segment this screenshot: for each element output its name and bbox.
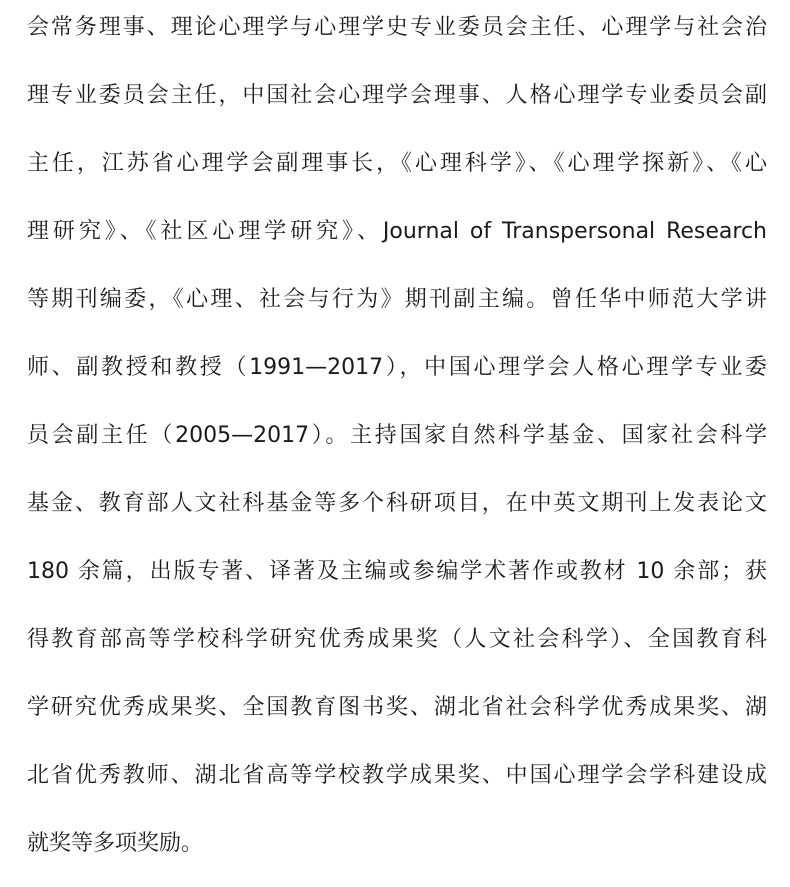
text-line-10: 得教育部高等学校科学研究优秀成果奖（人文社会科学）、全国教育科 <box>27 627 767 652</box>
text-line-2: 理专业委员会主任，中国社会心理学会理事、人格心理学专业委员会副 <box>27 83 767 108</box>
text-line-12: 北省优秀教师、湖北省高等学校教学成果奖、中国心理学会学科建设成 <box>27 763 767 788</box>
text-line-7: 员会副主任（2005—2017）。主持国家自然科学基金、国家社会科学 <box>27 423 767 448</box>
text-line-9: 180 余篇，出版专著、译著及主编或参编学术著作或教材 10 余部；获 <box>27 559 767 584</box>
text-line-1: 会常务理事、理论心理学与心理学史专业委员会主任、心理学与社会治 <box>27 15 767 40</box>
text-line-13: 就奖等多项奖励。 <box>27 831 204 856</box>
text-line-6: 师、副教授和教授（1991—2017），中国心理学会人格心理学专业委 <box>27 355 767 380</box>
text-line-8: 基金、教育部人文社科基金等多个科研项目，在中英文期刊上发表论文 <box>27 491 767 516</box>
text-line-3: 主任，江苏省心理学会副理事长，《心理科学》、《心理学探新》、《心 <box>27 151 767 176</box>
text-line-5: 等期刊编委，《心理、社会与行为》期刊副主编。曾任华中师范大学讲 <box>27 287 767 312</box>
text-line-11: 学研究优秀成果奖、全国教育图书奖、湖北省社会科学优秀成果奖、湖 <box>27 695 767 720</box>
text-line-4: 理研究》、《社区心理学研究》、Journal of Transpersonal Research <box>27 219 767 244</box>
